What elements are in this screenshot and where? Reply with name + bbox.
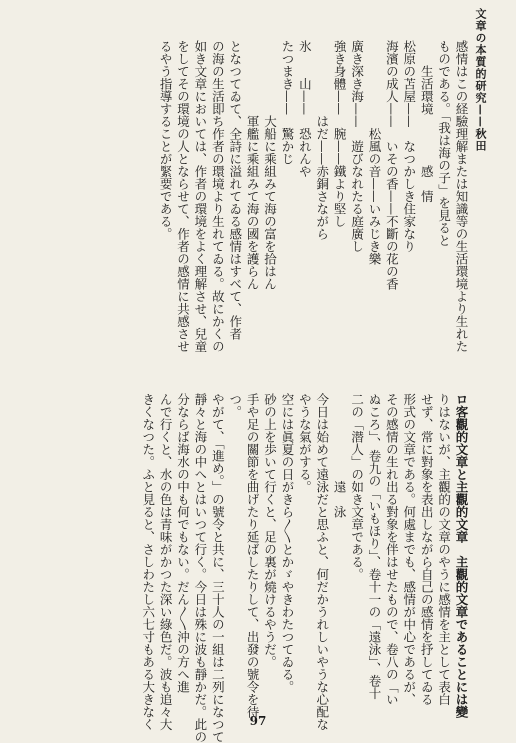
quote-column: つ。 — [227, 393, 243, 418]
upper-text-block — [157, 40, 470, 370]
quote-column: やうな氣がする。 — [297, 393, 313, 493]
quote-column: やがて、「進め。」の號令と共に、三十人の一組は二列になつて — [210, 393, 226, 743]
running-header: 文章の本質的研究——秋田 — [474, 8, 487, 152]
text-column: りはないが、主觀的の文章のやうに感情を主として表白 — [436, 393, 452, 706]
text-column: るやう指導することが緊要である。 — [158, 40, 174, 240]
text-column: 感情はこの経驗理解または知識等の生活環境より生れた — [454, 40, 469, 353]
quote-column: 砂の上を歩いて行くと、足の裏が燒けるやうだ。 — [262, 393, 278, 668]
section-heading-column: ロ客觀的文章と主觀的文章 主觀的文章であることには變 — [454, 393, 469, 718]
text-column: 形式の文章である。何處までも、感情が中心であるが、 — [401, 393, 417, 706]
text-column: をしてその環境の人とならせて、作者の感情に共感させ — [175, 40, 191, 353]
table-header-column: 生活環境 感 情 — [419, 40, 435, 203]
table-column: 松風の音——いみじき樂 — [366, 40, 382, 265]
table-column: 海濱の成人—— いその香——不斷の花の香 — [384, 40, 400, 290]
quote-column: 空には眞夏の日がきら〳〵とかゞやきわたつてゐる。 — [279, 393, 295, 693]
table-column: はだ——赤銅さながら — [314, 40, 330, 240]
text-column: 如き文章においては、作者の環境をよく理解させ、兒童 — [192, 40, 208, 353]
quote-column: きくなつた。ふと見ると、さしわたし六七寸もある大きなく — [140, 393, 156, 731]
table-column: 強き身體—— 腕——鐵より堅し — [332, 40, 348, 228]
quote-column: 手や足の關節を曲げたり延ばしたりして、出發の號令を待 — [245, 393, 261, 718]
text-column: その感情の生れ出る對象を伴はせたもので、卷八の「い — [384, 393, 400, 706]
text-column: ぬころ」、卷九の「いもほり」、卷十一の「遠泳」、卷十 — [366, 393, 382, 700]
table-column: 松原の苫屋—— なつかしき住家なり — [401, 40, 417, 253]
table-column: 廣き深き海—— 遊びなれたる庭廣し — [349, 40, 365, 253]
text-column: せず、常に對象を表出しながら自己の感情を抒してゐる — [419, 393, 435, 706]
text-column: の海の生活即ち作者の環境より生れてゐる。故にかくの — [210, 40, 226, 353]
table-column: たつまき—— 驚かじ — [279, 40, 295, 165]
table-column: 軍艦に乘組みて海の國を護らん — [245, 40, 261, 290]
text-column: となつてゐて、全詩に溢れてゐる感情はすべて、作者 — [227, 40, 243, 340]
text-column: 二の「潜人」の如き文章である。 — [349, 393, 365, 581]
quote-column: んで行くと、水の色は青味がかつた深い綠色だ。波も追々大 — [158, 393, 174, 731]
quote-column: 靜々と海の中へとはいつて行く。今日は殊に波も靜かだ。此の — [192, 393, 208, 743]
text-column: ものである。「我は海の子」を見ると — [436, 40, 452, 247]
table-column: 大船に乘組みて海の富を拾はん — [262, 40, 278, 290]
quote-column: 分ならば海水の中も何でもない。だん〳〵沖の方へ進 — [175, 393, 191, 693]
page-number: 97 — [249, 714, 267, 728]
quote-column: 今日は始めて遠泳だと思ふと、何だかうれしいやうな心配な — [314, 393, 330, 731]
poem-title-column: 遠 泳 — [332, 393, 348, 518]
table-column: 氷 山—— 恐れんや — [297, 40, 313, 178]
